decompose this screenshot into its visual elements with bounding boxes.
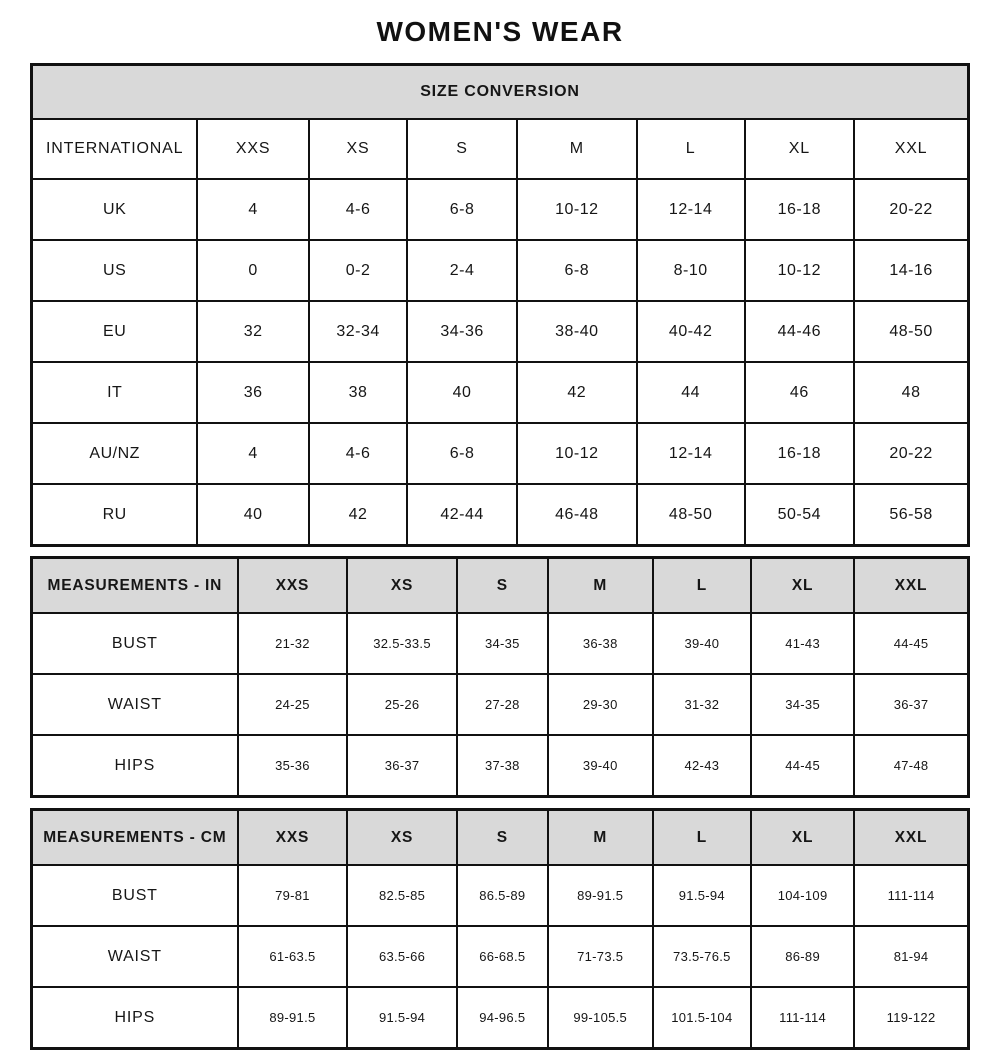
measurement-value: 89-91.5	[238, 987, 348, 1049]
size-value: 46	[745, 362, 855, 423]
measurement-value: 24-25	[238, 674, 348, 735]
region-label: EU	[32, 301, 198, 362]
size-value: 38	[309, 362, 407, 423]
measurement-value: 91.5-94	[653, 865, 751, 926]
measurement-value: 39-40	[653, 613, 751, 674]
measurement-value: 61-63.5	[238, 926, 348, 987]
size-value: 44-46	[745, 301, 855, 362]
size-value: 16-18	[745, 423, 855, 484]
size-value: 10-12	[517, 179, 637, 240]
measurements-in-bust-row	[32, 613, 969, 674]
size-value: 56-58	[854, 484, 968, 546]
header-size-xs: XS	[347, 558, 457, 614]
measurement-value: 31-32	[653, 674, 751, 735]
measurement-value: 111-114	[751, 987, 854, 1049]
header-size-xxs: XXS	[238, 810, 348, 866]
region-it-row	[32, 362, 969, 423]
size-value: 42	[517, 362, 637, 423]
page-title: WOMEN'S WEAR	[376, 16, 624, 47]
header-size-s: S	[407, 119, 517, 179]
measurements-in-table	[30, 556, 970, 798]
measurement-value: 42-43	[653, 735, 751, 797]
measurements-cm-hips-row	[32, 987, 969, 1049]
size-value: 14-16	[854, 240, 968, 301]
measurement-value: 32.5-33.5	[347, 613, 457, 674]
measurement-value: 35-36	[238, 735, 348, 797]
region-aunz-row	[32, 423, 969, 484]
size-value: 4-6	[309, 423, 407, 484]
size-value: 20-22	[854, 423, 968, 484]
header-size-l: L	[637, 119, 745, 179]
region-uk-row	[32, 179, 969, 240]
measurement-value: 34-35	[457, 613, 548, 674]
size-value: 40-42	[637, 301, 745, 362]
size-value: 16-18	[745, 179, 855, 240]
measurement-value: 99-105.5	[548, 987, 653, 1049]
region-label: IT	[32, 362, 198, 423]
measurement-value: 104-109	[751, 865, 854, 926]
size-conversion-header-row	[32, 119, 969, 179]
header-size-xl: XL	[751, 558, 854, 614]
size-value: 48-50	[854, 301, 968, 362]
measurement-value: 94-96.5	[457, 987, 548, 1049]
size-conversion-title: SIZE CONVERSION	[32, 65, 969, 120]
measurement-value: 66-68.5	[457, 926, 548, 987]
measurement-value: 91.5-94	[347, 987, 457, 1049]
size-value: 20-22	[854, 179, 968, 240]
header-size-xxs: XXS	[197, 119, 309, 179]
measurement-value: 36-38	[548, 613, 653, 674]
measurement-label: HIPS	[32, 987, 238, 1049]
header-size-xs: XS	[309, 119, 407, 179]
header-size-xxl: XXL	[854, 810, 968, 866]
measurement-label: WAIST	[32, 674, 238, 735]
measurement-value: 44-45	[854, 613, 968, 674]
measurement-value: 101.5-104	[653, 987, 751, 1049]
size-value: 42-44	[407, 484, 517, 546]
size-value: 0	[197, 240, 309, 301]
region-label: RU	[32, 484, 198, 546]
size-value: 50-54	[745, 484, 855, 546]
measurement-value: 73.5-76.5	[653, 926, 751, 987]
measurement-value: 89-91.5	[548, 865, 653, 926]
measurements-cm-table	[30, 808, 970, 1050]
measurement-value: 39-40	[548, 735, 653, 797]
measurements-in-waist-row	[32, 674, 969, 735]
header-size-l: L	[653, 810, 751, 866]
size-value: 40	[197, 484, 309, 546]
size-value: 2-4	[407, 240, 517, 301]
measurement-value: 36-37	[347, 735, 457, 797]
header-size-m: M	[517, 119, 637, 179]
measurement-value: 41-43	[751, 613, 854, 674]
measurement-label: HIPS	[32, 735, 238, 797]
size-value: 32-34	[309, 301, 407, 362]
size-value: 48	[854, 362, 968, 423]
size-value: 34-36	[407, 301, 517, 362]
measurements-cm-title: MEASUREMENTS - CM	[32, 810, 238, 866]
measurement-value: 25-26	[347, 674, 457, 735]
size-value: 46-48	[517, 484, 637, 546]
size-value: 4	[197, 179, 309, 240]
size-value: 10-12	[745, 240, 855, 301]
measurement-value: 82.5-85	[347, 865, 457, 926]
size-value: 40	[407, 362, 517, 423]
measurement-value: 79-81	[238, 865, 348, 926]
size-conversion-banner-row	[32, 65, 969, 120]
header-size-m: M	[548, 810, 653, 866]
header-size-xl: XL	[745, 119, 855, 179]
measurement-label: BUST	[32, 613, 238, 674]
size-value: 38-40	[517, 301, 637, 362]
region-us-row	[32, 240, 969, 301]
measurement-label: WAIST	[32, 926, 238, 987]
measurements-cm-header-row	[32, 810, 969, 866]
header-size-s: S	[457, 810, 548, 866]
region-label: AU/NZ	[32, 423, 198, 484]
measurements-in-hips-row	[32, 735, 969, 797]
size-value: 12-14	[637, 179, 745, 240]
header-size-xs: XS	[347, 810, 457, 866]
size-conversion-table	[30, 63, 970, 547]
size-value: 8-10	[637, 240, 745, 301]
measurement-value: 81-94	[854, 926, 968, 987]
size-value: 4	[197, 423, 309, 484]
size-value: 6-8	[517, 240, 637, 301]
size-value: 36	[197, 362, 309, 423]
measurement-value: 44-45	[751, 735, 854, 797]
size-value: 32	[197, 301, 309, 362]
measurement-value: 119-122	[854, 987, 968, 1049]
measurement-value: 71-73.5	[548, 926, 653, 987]
header-size-s: S	[457, 558, 548, 614]
size-value: 0-2	[309, 240, 407, 301]
measurement-value: 63.5-66	[347, 926, 457, 987]
size-value: 12-14	[637, 423, 745, 484]
header-international: INTERNATIONAL	[32, 119, 198, 179]
header-size-xl: XL	[751, 810, 854, 866]
size-value: 6-8	[407, 179, 517, 240]
size-value: 42	[309, 484, 407, 546]
measurement-value: 34-35	[751, 674, 854, 735]
measurements-in-title: MEASUREMENTS - IN	[32, 558, 238, 614]
measurement-value: 21-32	[238, 613, 348, 674]
measurements-cm-bust-row	[32, 865, 969, 926]
measurement-value: 29-30	[548, 674, 653, 735]
region-label: UK	[32, 179, 198, 240]
measurement-value: 47-48	[854, 735, 968, 797]
size-value: 6-8	[407, 423, 517, 484]
measurement-label: BUST	[32, 865, 238, 926]
size-value: 44	[637, 362, 745, 423]
measurements-cm-waist-row	[32, 926, 969, 987]
region-label: US	[32, 240, 198, 301]
region-eu-row	[32, 301, 969, 362]
header-size-xxl: XXL	[854, 558, 968, 614]
header-size-m: M	[548, 558, 653, 614]
measurement-value: 111-114	[854, 865, 968, 926]
size-value: 48-50	[637, 484, 745, 546]
size-value: 10-12	[517, 423, 637, 484]
size-value: 4-6	[309, 179, 407, 240]
measurement-value: 36-37	[854, 674, 968, 735]
header-size-xxs: XXS	[238, 558, 348, 614]
measurement-value: 27-28	[457, 674, 548, 735]
measurements-in-header-row	[32, 558, 969, 614]
header-size-l: L	[653, 558, 751, 614]
measurement-value: 86.5-89	[457, 865, 548, 926]
region-ru-row	[32, 484, 969, 546]
header-size-xxl: XXL	[854, 119, 968, 179]
measurement-value: 37-38	[457, 735, 548, 797]
measurement-value: 86-89	[751, 926, 854, 987]
